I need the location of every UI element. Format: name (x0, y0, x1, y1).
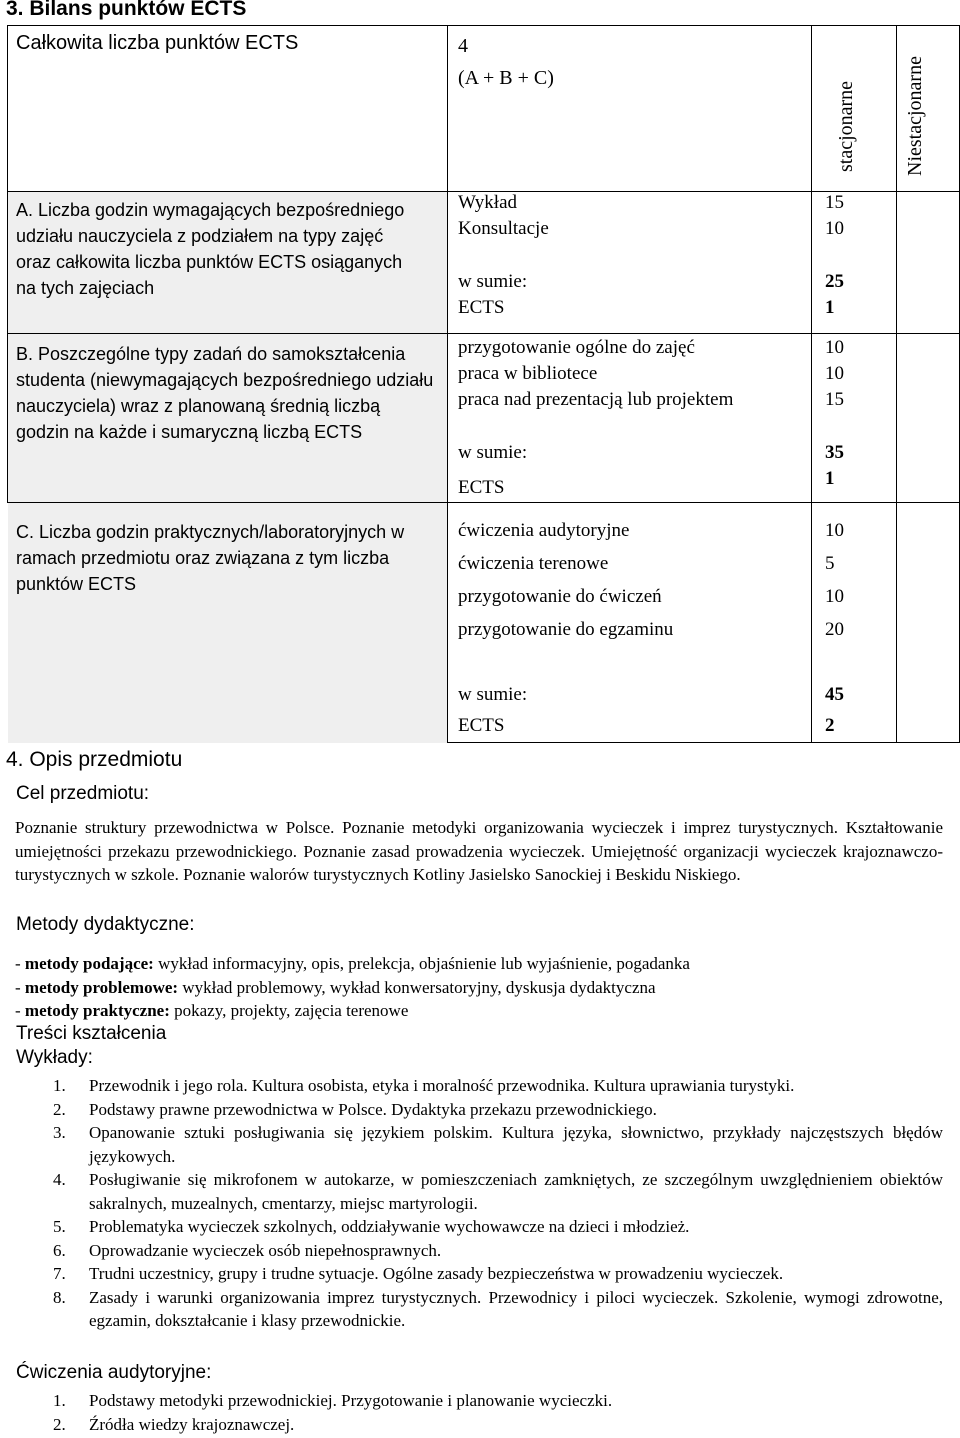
c-sum-label: w sumie: (458, 684, 528, 705)
list-item: 3. Opanowanie sztuki posługiwania się językiem polskim. Kultura języka, słownictwo, przykłady najczęstszych błędów językowych. (53, 1123, 943, 1166)
a-ects-value: 1 (825, 297, 835, 318)
list-item: 7. Trudni uczestnicy, grupy i trudne sytuacje. Ogólne zasady bezpieczeństwa w prowadzeniu wycieczek. (53, 1264, 784, 1283)
a-row-label: Wykład (458, 192, 518, 213)
section-4-heading: 4. Opis przedmiotu (6, 748, 183, 771)
total-value-cell (448, 26, 812, 192)
b-row-label: przygotowanie ogólne do zajęć (458, 337, 695, 358)
c-row-label: przygotowanie do ćwiczeń (458, 586, 662, 607)
b-sum-label: w sumie: (458, 442, 528, 463)
lectures-heading: Wykłady: (16, 1047, 93, 1068)
methods-heading: Metody dydaktyczne: (16, 914, 195, 935)
section-b-description: B. Poszczególne typy zadań do samokształcenia studenta (niewymagających bezpośredniego udziału nauczyciela) wraz z planowaną średnią liczbą godzin na każde i sumaryczną liczbą ECTS (16, 344, 434, 442)
column-header-stationary: stacjonarne (835, 80, 857, 172)
c-row-label: ćwiczenia terenowe (458, 553, 609, 574)
c-row-value: 5 (825, 553, 835, 574)
list-item: 1. Podstawy metodyki przewodnickiej. Przygotowanie i planowanie wycieczki. (53, 1391, 613, 1410)
list-item: 1. Przewodnik i jego rola. Kultura osobista, etyka i moralność przewodnika. Kultura uprawiania turystyki. (53, 1076, 795, 1095)
content-heading: Treści kształcenia (16, 1023, 167, 1044)
goal-text: Poznanie struktury przewodnictwa w Polsce. Poznanie metodyki organizowania wycieczek i imprez turystycznych. Kształtowanie umiejętności przekazu przewodnickiego. Poznanie zasad prowadzenia wycieczek. Umiejętność organizacji wycieczek krajoznawczo-turystycznych w szkole. Poznanie walorów turystycznych Kotliny Jasielsko Sanockiej i Beskidu Niskiego. (15, 818, 943, 884)
c-row-label: ćwiczenia audytoryjne (458, 520, 630, 541)
section-3-heading: 3. Bilans punktów ECTS (6, 0, 247, 20)
a-row-value: 15 (825, 192, 844, 213)
b-ects-label: ECTS (458, 477, 505, 498)
exercises-list (15, 1389, 943, 1436)
total-ects-formula: (A + B + C) (458, 67, 554, 89)
b-row-value: 10 (825, 363, 844, 384)
list-item: 2. Podstawy prawne przewodnictwa w Polsce. Dydaktyka przekazu przewodnickiego. (53, 1099, 657, 1119)
c-row-value: 20 (825, 619, 844, 640)
c-row-value: 10 (825, 520, 844, 541)
b-sum-value: 35 (825, 442, 844, 463)
list-item: 6. Oprowadzanie wycieczek osób niepełnosprawnych. (53, 1240, 442, 1260)
c-row-label: przygotowanie do egzaminu (458, 619, 674, 640)
method-item: - metody praktyczne: pokazy, projekty, zajęcia terenowe (15, 1001, 409, 1020)
b-row-label: praca nad prezentacją lub projektem (458, 389, 734, 410)
section-c-description: C. Liczba godzin praktycznych/laboratoryjnych w ramach przedmiotu oraz związana z tym liczba punktów ECTS (16, 522, 405, 594)
method-item: - metody podające: wykład informacyjny, opis, prelekcja, objaśnienie lub wyjaśnienie, pogadanka (15, 954, 690, 973)
goal-heading: Cel przedmiotu: (16, 783, 150, 804)
c-ects-value: 2 (825, 715, 835, 736)
b-ects-value: 1 (825, 468, 835, 489)
a-sum-label: w sumie: (458, 271, 528, 292)
c-ects-label: ECTS (458, 715, 505, 736)
method-item: - metody problemowe: wykład problemowy, wykład konwersatoryjny, dyskusja dydaktyczna (15, 977, 656, 997)
c-sum-value: 45 (825, 684, 844, 705)
total-ects-label: Całkowita liczba punktów ECTS (16, 32, 299, 54)
list-item: 5. Problematyka wycieczek szkolnych, oddziaływanie wychowawcze na dzieci i młodzież. (53, 1217, 690, 1236)
a-sum-value: 25 (825, 271, 844, 292)
c-row-value: 10 (825, 586, 844, 607)
column-header-nonstationary: Niestacjonarne (904, 56, 926, 176)
list-item: 8. Zasady i warunki organizowania imprez turystycznych. Przewodnicy i piloci wycieczek. Szkolenie, wymogi zdrowotne, egzamin, dokształcanie i klasy przewodnickie. (53, 1287, 943, 1330)
exercises-heading: Ćwiczenia audytoryjne: (16, 1362, 212, 1383)
section-a-description: A. Liczba godzin wymagających bezpośredniego udziału nauczyciela z podziałem na typy zajęć oraz całkowita liczba punktów ECTS osiąganych na tych zajęciach (16, 200, 405, 298)
list-item: 2. Źródła wiedzy krajoznawczej. (53, 1414, 295, 1434)
b-row-value: 15 (825, 389, 844, 410)
b-row-label: praca w bibliotece (458, 363, 598, 384)
b-row-value: 10 (825, 337, 844, 358)
a-row-label: Konsultacje (458, 218, 549, 239)
lectures-list (15, 1074, 943, 1333)
methods-list (15, 952, 945, 1023)
a-ects-label: ECTS (458, 297, 505, 318)
a-row-value: 10 (825, 218, 844, 239)
total-ects-value: 4 (458, 35, 468, 57)
list-item: 4. Posługiwanie się mikrofonem w autokarze, w pomieszczeniach zamkniętych, ze szczególnym uwzględnieniem obiektów sakralnych, muzealnych, cmentarzy, miejsc martyrologii. (53, 1170, 943, 1213)
